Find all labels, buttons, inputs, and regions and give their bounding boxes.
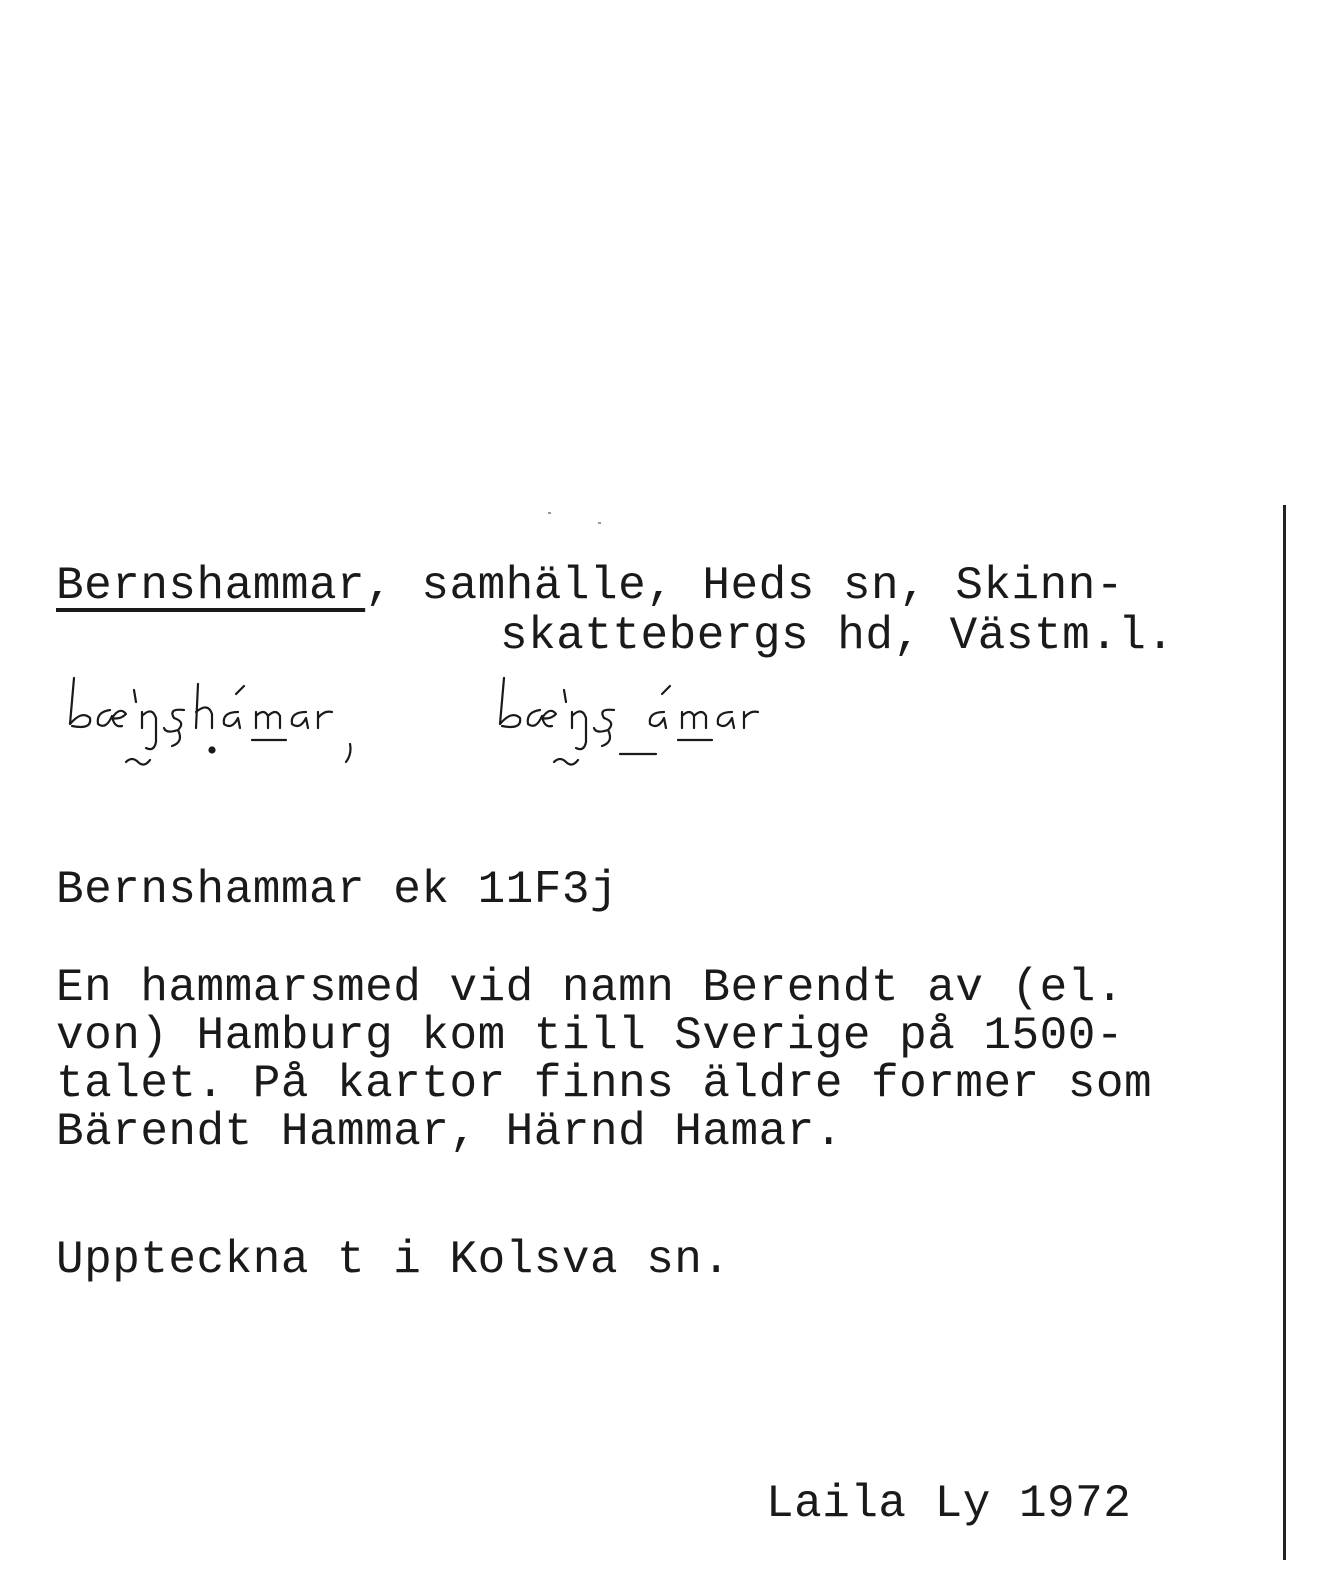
pronunciation-handwritten — [60, 672, 860, 792]
pronunciation-handwriting-svg — [60, 672, 860, 792]
recorded-in: Uppteckna t i Kolsva sn. — [56, 1234, 731, 1286]
paper-speck — [598, 522, 601, 524]
location-line-2: skattebergs hd, Västm.l. — [500, 610, 1175, 662]
map-reference: Bernshammar ek 11F3j — [56, 864, 619, 916]
note-line-1: En hammarsmed vid namn Berendt av (el. — [56, 962, 1124, 1014]
location-line-1: , samhälle, Heds sn, Skinn- — [365, 560, 1124, 612]
note-line-4: Bärendt Hammar, Härnd Hamar. — [56, 1106, 843, 1158]
paper-speck — [548, 512, 551, 514]
note-line-2: von) Hamburg kom till Sverige på 1500- — [56, 1010, 1124, 1062]
heading-line-1 — [56, 562, 1124, 610]
card-edge-line — [1283, 505, 1286, 1560]
headword: Bernshammar — [56, 560, 366, 612]
recorder-signature: Laila Ly 1972 — [766, 1478, 1132, 1530]
note-line-3: talet. På kartor finns äldre former som — [56, 1058, 1153, 1110]
